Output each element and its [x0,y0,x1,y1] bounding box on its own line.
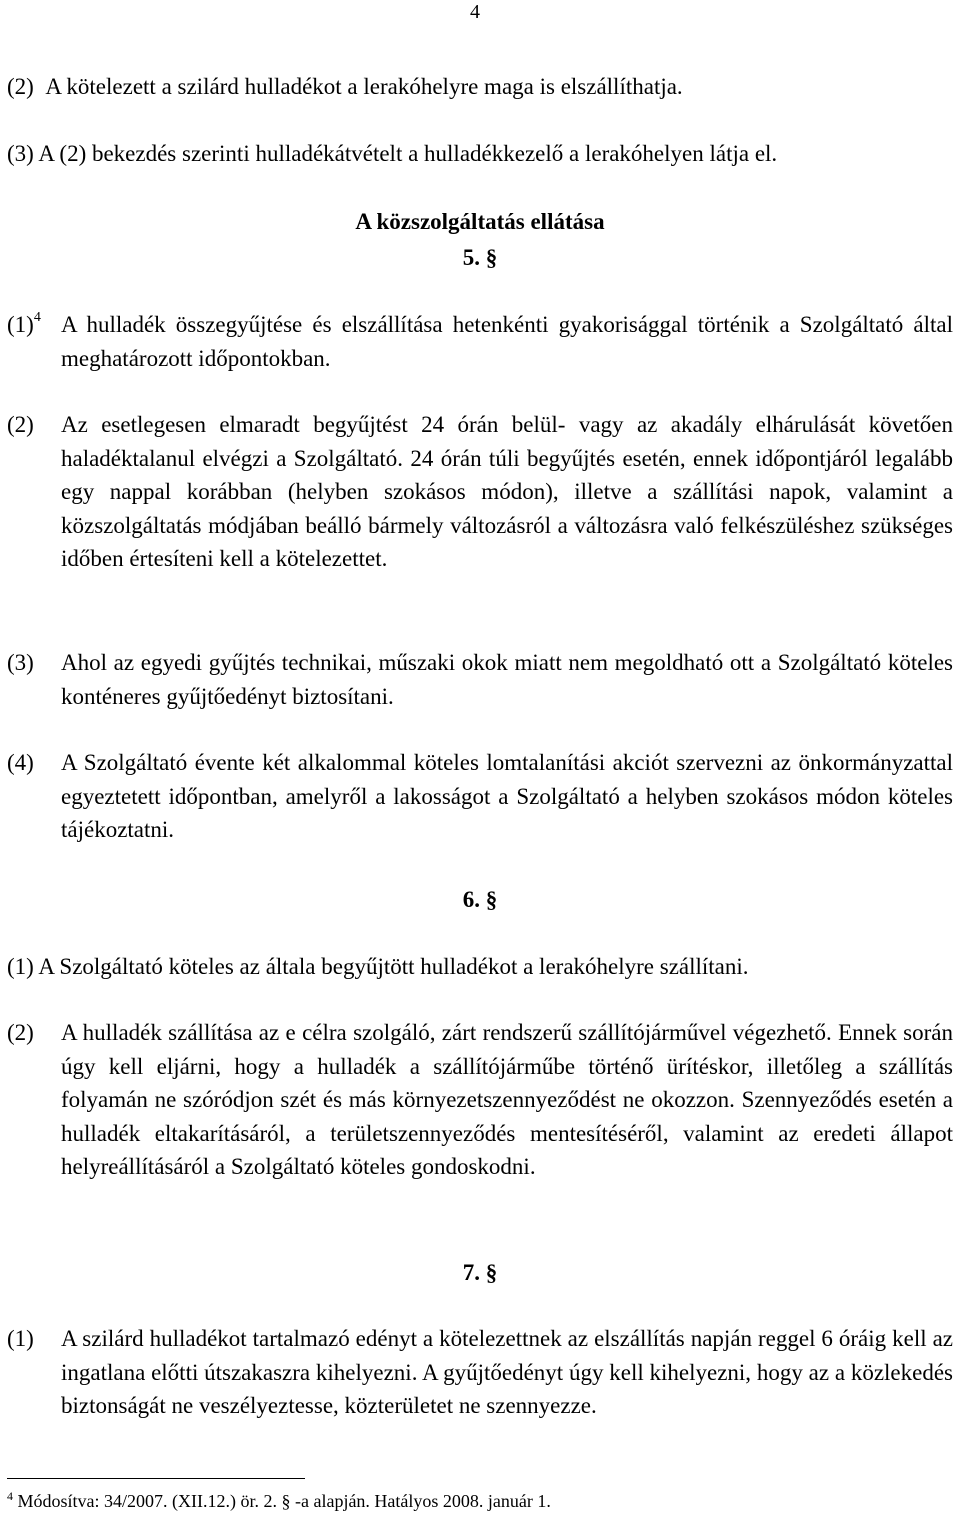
section-5-paragraph-1 [7,308,953,375]
paragraph-marker: (3) [7,650,34,675]
section-7-paragraph-1 [7,1322,953,1423]
section-6-paragraph-2 [7,1016,953,1184]
paragraph-3 [7,137,953,171]
paragraph-text: A kötelezett a szilárd hulladékot a lerakóhelyre maga is elszállíthatja. [45,74,683,99]
section-5-paragraph-4 [7,746,953,847]
footnote-text: Módosítva: 34/2007. (XII.12.) ör. 2. § -a alapján. Hatályos 2008. január 1. [17,1491,551,1511]
section-5-paragraph-2 [7,408,953,576]
paragraph-marker: (1) [7,1326,34,1351]
paragraph-text: Ahol az egyedi gyűjtés technikai, műszaki okok miatt nem megoldható ott a Szolgáltató köteles konténeres gyűjtőedényt biztosítani. [61,650,953,709]
footnote [7,1490,551,1512]
paragraph-marker: (3) [7,141,34,166]
section-6-title: 6. § [462,887,498,912]
paragraph-text: Az esetlegesen elmaradt begyűjtést 24 órán belül- vagy az akadály elhárulását követően haladéktalanul elvégzi a Szolgáltató. 24 órán túli begyűjtés esetén, ennek időpontjáról legalább egy nappal korábban (helyben szokásos módon), illetve a szállítási napok, valamint a közszolgáltatás módjában beálló bármely változásról a változásra való felkészüléshez szükséges időben értesíteni kell a kötelezettet. [61,412,953,571]
paragraph-text: A hulladék szállítása az e célra szolgáló, zárt rendszerű szállítójárművel végezhető. Ennek során úgy kell eljárni, hogy a hulladék a szállítójárműbe történő ürítéskor, illetőleg a szállítás folyamán ne szóródjon szét és más környezetszennyeződést ne okozzon. Szennyeződés esetén a hulladék eltakarításáról, a területszennyeződés mentesítéséről, valamint az eredeti állapot helyreállításáról a Szolgáltató köteles gondoskodni. [61,1020,953,1179]
paragraph-text: A Szolgáltató évente két alkalommal köteles lomtalanítási akciót szervezni az önkormányzattal egyeztetett időpontban, amelyről a lakosságot a Szolgáltató a helyben szokásos módon köteles tájékoztatni. [61,750,953,842]
paragraph-marker: (4) [7,750,34,775]
paragraph-marker: (2) [7,1020,34,1045]
footnote-separator [7,1478,305,1479]
section-6-paragraph-1 [7,950,953,984]
section-5-paragraph-3 [7,646,953,713]
footnote-reference: 4 [33,310,41,325]
paragraph-text: A szilárd hulladékot tartalmazó edényt a kötelezettnek az elszállítás napján reggel 6 óráig kell az ingatlana előtti útszakaszra kihelyezni. A gyűjtőedényt úgy kell kihelyezni, hogy az a közlekedés biztonságát ne veszélyeztesse, közterületet ne szennyezze. [61,1326,953,1418]
paragraph-marker: (2) [7,412,34,437]
section-5-title: 5. § [462,245,498,270]
paragraph-marker: (1)$^4$ [7,310,41,337]
footnote-number: 4 [7,1489,13,1503]
paragraph-text: A hulladék összegyűjtése és elszállítása hetenkénti gyakorisággal történik a Szolgáltató által meghatározott időpontokban. [61,312,953,371]
section-7-title: 7. § [462,1260,498,1285]
paragraph-marker: (2) [7,74,34,99]
section-heading: A közszolgáltatás ellátása [355,209,605,234]
paragraph-text: A Szolgáltató köteles az általa begyűjtött hulladékot a lerakóhelyre szállítani. [38,954,749,979]
paragraph-text: A (2) bekezdés szerinti hulladékátvételt a hulladékkezelő a lerakóhelyen látja el. [38,141,778,166]
page-number: 4 [470,1,480,23]
paragraph-2 [7,70,953,104]
paragraph-marker: (1) [7,954,34,979]
